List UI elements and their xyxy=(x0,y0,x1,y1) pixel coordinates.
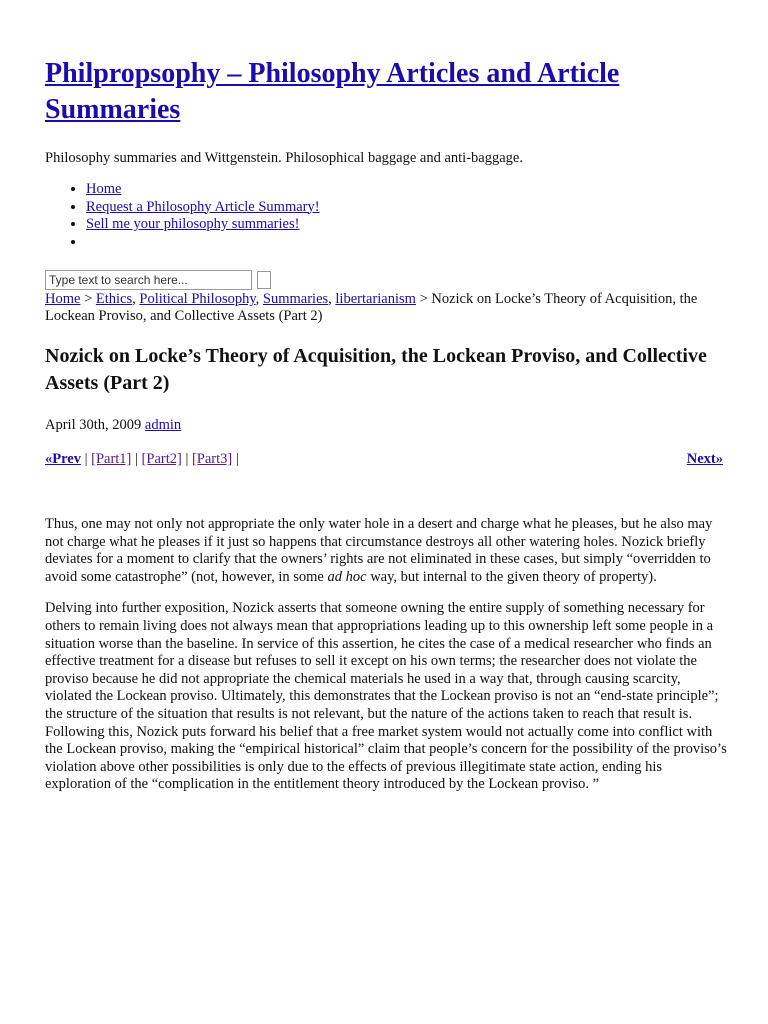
search-input[interactable] xyxy=(45,270,252,290)
pager-separator: | xyxy=(181,451,192,467)
content-text: way, but internal to the given theory of property). xyxy=(366,568,657,585)
search-button[interactable] xyxy=(257,271,271,289)
breadcrumb xyxy=(45,291,725,325)
nav-item-request-summary xyxy=(86,199,320,217)
site-title xyxy=(45,56,685,128)
breadcrumb-separator: > xyxy=(415,291,432,307)
breadcrumb-comma: , xyxy=(328,291,336,307)
content-paragraph-1 xyxy=(45,516,727,586)
breadcrumb-comma: , xyxy=(255,291,263,307)
nav-item-empty xyxy=(86,234,320,252)
breadcrumb-category-libertarianism[interactable]: libertarianism xyxy=(335,291,416,307)
breadcrumb-category-political-philosophy[interactable]: Political Philosophy xyxy=(139,291,256,307)
breadcrumb-current: Nozick on Locke’s Theory of Acquisition, the Lockean Proviso, and Collective Assets (Part 2) xyxy=(45,291,698,324)
part2-link[interactable]: [Part2] xyxy=(141,451,182,467)
content-text: Thus, one may not only not appropriate the only water hole in a desert and charge what he pleases, but he also may not charge what he pleases if it just so happens that circumstance destroys all other watering holes. Nozick briefly deviates for a moment to clarify that the owners’ rights are not eliminated in these cases, but simply “overridden to avoid some catastrophe” (not, however, in some xyxy=(45,516,713,585)
nav-item-home xyxy=(86,181,320,199)
nav-link-request-summary[interactable]: Request a Philosophy Article Summary! xyxy=(86,198,320,215)
nav-link-sell-summaries[interactable]: Sell me your philosophy summaries! xyxy=(86,216,300,232)
post-meta xyxy=(45,416,181,434)
search-form xyxy=(45,270,271,290)
breadcrumb-category-summaries[interactable]: Summaries xyxy=(262,291,329,307)
content-emphasis: ad hoc xyxy=(327,568,367,585)
pager-separator: | xyxy=(131,451,142,467)
breadcrumb-separator: > xyxy=(80,291,96,307)
post-title: Nozick on Locke’s Theory of Acquisition, the Lockean Proviso, and Collective Assets (Part 2) xyxy=(45,345,707,394)
site-tagline: Philosophy summaries and Wittgenstein. Philosophical baggage and anti-baggage. xyxy=(45,150,523,166)
post-date: April 30th, 2009 xyxy=(45,417,142,433)
post-author-link[interactable]: admin xyxy=(144,417,182,433)
pager-separator: | xyxy=(232,451,239,467)
prev-link[interactable]: «Prev xyxy=(45,451,81,467)
breadcrumb-comma: , xyxy=(132,291,140,307)
content-paragraph-2: Delving into further exposition, Nozick asserts that someone owning the entire supply of something necessary for others to remain living does not always mean that appropriations leading up to this ownership left some people in a situation worse than the baseline. In service of this assertion, he cites the case of a medical researcher who finds an effective treatment for a disease but refuses to sell it except on his own terms; the researcher does not violate the proviso because he did not appropriate the chemical materials he used in a way that, through causing scarcity, violated the Lockean proviso. Ultimately, this demonstrates that the Lockean proviso is not an “end-state principle”; the structure of the situation that results is not relevant, but the nature of the actions taken to reach that result is. Following this, Nozick puts forward his belief that a free market system would not actually come into conflict with the Lockean proviso, making the “empirical historical” claim that people’s concern for the possibility of the proviso’s violation above other possibilities is only due to the effects of previous illegitimate state action, ending his exploration of the “complication in the entitlement theory introduced by the Lockean proviso. ” xyxy=(45,600,727,793)
main-nav xyxy=(45,181,320,251)
nav-link-home[interactable]: Home xyxy=(86,181,122,197)
breadcrumb-home[interactable]: Home xyxy=(45,291,81,307)
part1-link[interactable]: [Part1] xyxy=(91,451,132,467)
pager-separator: | xyxy=(80,451,92,467)
breadcrumb-category-ethics[interactable]: Ethics xyxy=(95,291,133,307)
next-link[interactable]: Next» xyxy=(686,451,723,467)
nav-item-sell-summaries xyxy=(86,216,320,234)
post-pager xyxy=(45,450,723,468)
site-title-link[interactable]: Philpropsophy – Philosophy Articles and Article Summaries xyxy=(45,58,620,125)
post-content xyxy=(45,516,727,808)
part3-link[interactable]: [Part3] xyxy=(191,451,233,467)
